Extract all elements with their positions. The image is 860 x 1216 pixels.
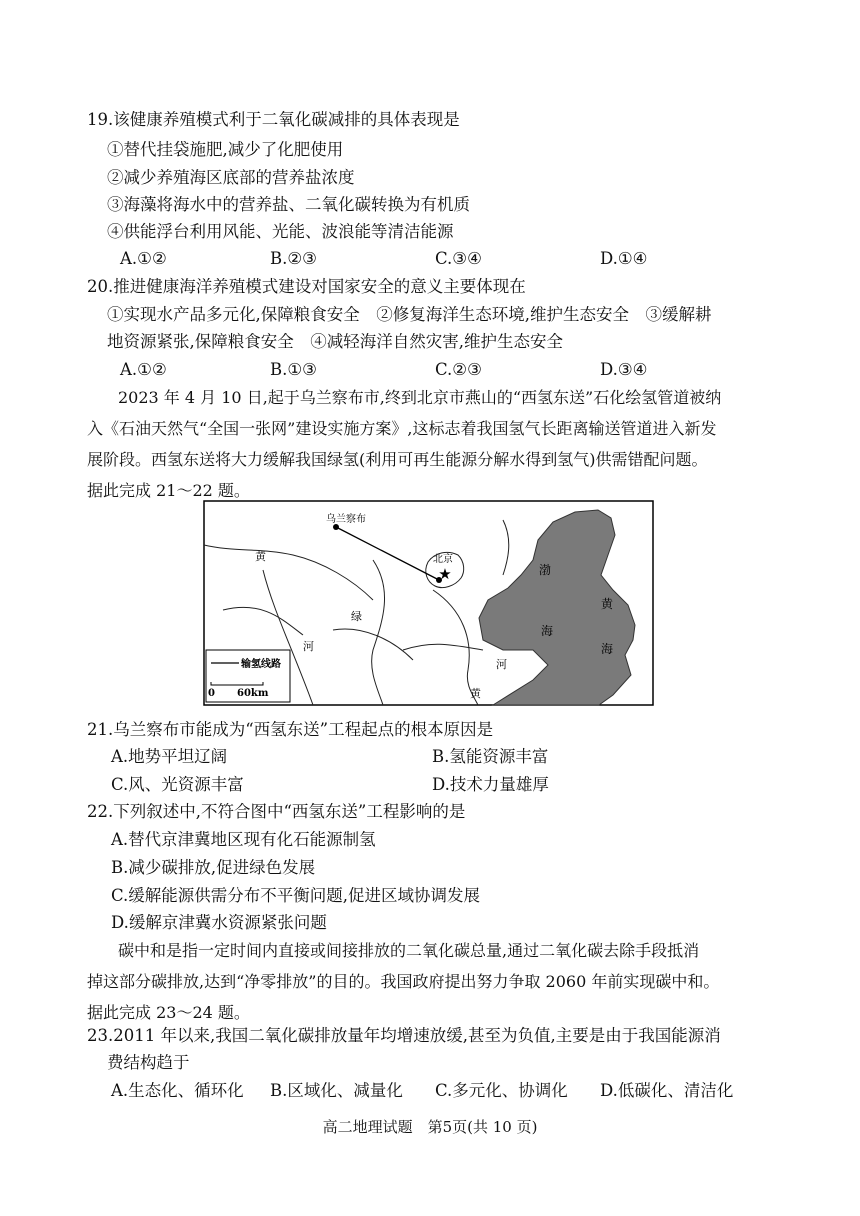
q20-option-a[interactable]: A.①② — [120, 360, 167, 379]
material-hydrogen-pipeline — [87, 382, 787, 506]
q19-item-4: ④供能浮台利用风能、光能、波浪能等清洁能源 — [107, 222, 454, 241]
q21-option-b[interactable]: B.氢能资源丰富 — [432, 747, 549, 766]
material2-line-3: 据此完成 23～24 题。 — [87, 1003, 250, 1022]
capital-star-icon: ★ — [438, 565, 452, 583]
q19-stem: 19.该健康养殖模式利于二氧化碳减排的具体表现是 — [87, 110, 460, 129]
q23-option-c[interactable]: C.多元化、协调化 — [435, 1081, 568, 1100]
hydrogen-pipeline-map — [203, 500, 654, 706]
sea-label: 渤 — [539, 563, 552, 577]
q21-stem: 21.乌兰察布市能成为“西氢东送”工程起点的根本原因是 — [87, 720, 494, 739]
city-label-wulanchabu: 乌兰察布 — [326, 514, 366, 525]
q20-option-d[interactable]: D.③④ — [600, 360, 648, 379]
scale-zero: 0 — [208, 688, 215, 699]
q21-option-d[interactable]: D.技术力量雄厚 — [432, 775, 549, 794]
q19-item-1: ①替代挂袋施肥,减少了化肥使用 — [107, 140, 344, 159]
river-label: 黄 — [470, 687, 481, 700]
q20-line-1: ①实现水产品多元化,保障粮食安全 ②修复海洋生态环境,维护生态安全 ③缓解耕 — [107, 305, 712, 324]
page-footer: 高二地理试题 第5页(共 10 页) — [322, 1118, 538, 1136]
sea-label: 黄 — [601, 597, 614, 611]
q22-option-a[interactable]: A.替代京津冀地区现有化石能源制氢 — [111, 830, 376, 849]
q19-option-d[interactable]: D.①④ — [600, 249, 648, 268]
river-label: 河 — [303, 640, 314, 653]
material2-line-1: 碳中和是指一定时间内直接或间接排放的二氧化碳总量,通过二氧化碳去除手段抵消 — [118, 941, 700, 960]
material1-line-3: 展阶段。西氢东送将大力缓解我国绿氢(利用可再生能源分解水得到氢气)供需错配问题。 — [87, 450, 708, 469]
material2-line-2: 掉这部分碳排放,达到“净零排放”的目的。我国政府提出努力争取 2060 年前实现碳中和。 — [87, 972, 720, 991]
city-label-beijing: 北京 — [433, 554, 453, 565]
q20-stem: 20.推进健康海洋养殖模式建设对国家安全的意义主要体现在 — [87, 277, 526, 296]
q23-stem-line-2: 费结构趋于 — [107, 1053, 190, 1072]
q19-option-c[interactable]: C.③④ — [435, 249, 482, 268]
q19-option-b[interactable]: B.②③ — [270, 249, 317, 268]
river-label: 黄 — [255, 550, 266, 563]
q21-option-a[interactable]: A.地势平坦辽阔 — [111, 747, 228, 766]
q20-option-b[interactable]: B.①③ — [270, 360, 317, 379]
q19-item-3: ③海藻将海水中的营养盐、二氧化碳转换为有机质 — [107, 195, 470, 214]
scale-label: 60km — [237, 688, 269, 699]
q23-option-a[interactable]: A.生态化、循环化 — [111, 1081, 244, 1100]
river-label: 河 — [496, 658, 507, 671]
material1-line-1: 2023 年 4 月 10 日,起于乌兰察布市,终到北京市燕山的“西氢东送”石化绘氢管道被纳 — [118, 388, 722, 407]
q20-line-2: 地资源紧张,保障粮食安全 ④减轻海洋自然灾害,维护生态安全 — [107, 332, 563, 351]
material1-line-4: 据此完成 21～22 题。 — [87, 481, 250, 500]
q23-option-d[interactable]: D.低碳化、清洁化 — [600, 1081, 734, 1100]
q20-option-c[interactable]: C.②③ — [435, 360, 482, 379]
q19-item-2: ②减少养殖海区底部的营养盐浓度 — [107, 168, 355, 187]
legend-label: 输氢线路 — [241, 659, 281, 670]
river-label: 绿 — [351, 610, 362, 623]
sea-label: 海 — [541, 624, 554, 638]
q21-option-c[interactable]: C.风、光资源丰富 — [111, 775, 244, 794]
q22-stem: 22.下列叙述中,不符合图中“西氢东送”工程影响的是 — [87, 802, 466, 821]
material1-line-2: 入《石油天然气“全国一张网”建设实施方案》,这标志着我国氢气长距离输送管道进入新发 — [87, 419, 717, 438]
sea-label: 海 — [601, 642, 614, 656]
q19-option-a[interactable]: A.①② — [120, 249, 167, 268]
q23-option-b[interactable]: B.区域化、减量化 — [270, 1081, 403, 1100]
q22-option-d[interactable]: D.缓解京津冀水资源紧张问题 — [111, 913, 327, 932]
q22-option-c[interactable]: C.缓解能源供需分布不平衡问题,促进区域协调发展 — [111, 886, 481, 905]
q23-stem-line-1: 23.2011 年以来,我国二氧化碳排放量年均增速放缓,甚至为负值,主要是由于我国能源消 — [87, 1026, 721, 1045]
material-carbon-neutrality — [87, 935, 787, 1028]
q22-option-b[interactable]: B.减少碳排放,促进绿色发展 — [111, 858, 316, 877]
